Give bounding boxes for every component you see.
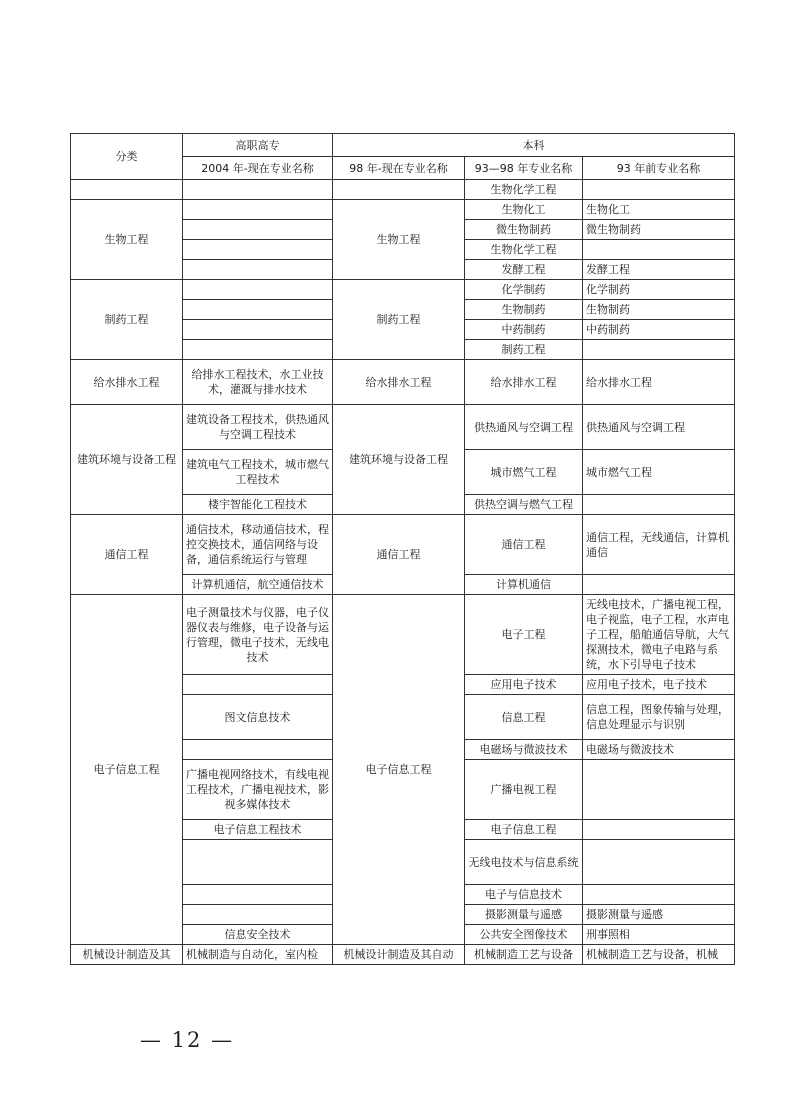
table-cell [183,300,333,320]
table-cell: 建筑设备工程技术，供热通风与空调工程技术 [183,405,333,450]
table-row [71,945,735,965]
name98-water: 给水排水工程 [333,360,465,405]
table-cell: 发酵工程 [583,260,735,280]
table-cell: 广播电视工程 [465,760,583,820]
table-cell: 电子信息工程技术 [183,820,333,840]
table-cell: 化学制药 [583,280,735,300]
table-cell [333,180,465,200]
table-cell [71,180,183,200]
table-cell: 电磁场与微波技术 [465,740,583,760]
table-cell: 计算机通信，航空通信技术 [183,575,333,595]
table-cell: 电子测量技术与仪器，电子仪器仪表与维修，电子设备与运行管理，微电子技术，无线电技术 [183,595,333,675]
table-cell [183,240,333,260]
table-cell [583,760,735,820]
table-row [71,595,735,675]
table-cell [583,575,735,595]
header-row-1 [71,134,735,157]
table-cell [183,740,333,760]
table-cell [583,840,735,885]
page-number: — 12 — [140,1028,235,1052]
header-undergrad: 本科 [333,134,735,157]
category-electronic: 电子信息工程 [71,595,183,945]
table-cell: 微生物制药 [583,220,735,240]
table-cell: 供热空调与燃气工程 [465,495,583,515]
table-cell [183,220,333,240]
table-cell: 公共安全图像技术 [465,925,583,945]
category-mech: 机械设计制造及其 [71,945,183,965]
table-cell: 给水排水工程 [583,360,735,405]
table-cell: 生物化工 [465,200,583,220]
header-category: 分类 [71,134,183,180]
major-comparison-table [70,133,735,965]
table-cell: 楼宇智能化工程技术 [183,495,333,515]
table-cell: 信息工程，图象传输与处理，信息处理显示与识别 [583,695,735,740]
name98-building: 建筑环境与设备工程 [333,405,465,515]
table-cell [183,280,333,300]
table-cell: 电磁场与微波技术 [583,740,735,760]
table-cell: 生物化学工程 [465,240,583,260]
table-cell: 化学制药 [465,280,583,300]
table-cell [183,675,333,695]
table-cell [183,905,333,925]
table-cell: 图文信息技术 [183,695,333,740]
category-telecom: 通信工程 [71,515,183,595]
category-pharma: 制药工程 [71,280,183,360]
table-cell: 通信技术，移动通信技术，程控交换技术，通信网络与设备，通信系统运行与管理 [183,515,333,575]
table-cell: 供热通风与空调工程 [583,405,735,450]
table-cell: 电子信息工程 [465,820,583,840]
category-bio: 生物工程 [71,200,183,280]
table-cell [583,180,735,200]
table-cell: 中药制药 [583,320,735,340]
table-cell: 机械制造与自动化，室内检 [183,945,333,965]
name98-bio: 生物工程 [333,200,465,280]
table-cell: 无线电技术与信息系统 [465,840,583,885]
table-cell: 信息工程 [465,695,583,740]
table-cell: 机械制造工艺与设备 [465,945,583,965]
table-cell: 计算机通信 [465,575,583,595]
table-cell [183,180,333,200]
table-cell: 应用电子技术 [465,675,583,695]
table-cell [183,340,333,360]
table-cell [583,240,735,260]
table-cell [183,320,333,340]
name98-pharma: 制药工程 [333,280,465,360]
table-cell: 城市燃气工程 [465,450,583,495]
category-water: 给水排水工程 [71,360,183,405]
header-col-vocational: 2004 年-现在专业名称 [183,157,333,180]
table-cell [583,820,735,840]
table-cell: 信息安全技术 [183,925,333,945]
table-cell: 生物化学工程 [465,180,583,200]
header-col-93-98: 93—98 年专业名称 [465,157,583,180]
table-cell: 电子工程 [465,595,583,675]
table-cell: 给排水工程技术，水工业技术，灌溉与排水技术 [183,360,333,405]
table-cell [583,885,735,905]
header-col-pre93: 93 年前专业名称 [583,157,735,180]
table-cell [583,340,735,360]
table-row [71,360,735,405]
table-row [71,200,735,220]
table-cell: 发酵工程 [465,260,583,280]
table-cell: 生物化工 [583,200,735,220]
table-cell: 通信工程 [465,515,583,575]
table-cell: 电子与信息技术 [465,885,583,905]
table-cell: 生物制药 [465,300,583,320]
table-cell: 供热通风与空调工程 [465,405,583,450]
name98-telecom: 通信工程 [333,515,465,595]
table-cell: 微生物制药 [465,220,583,240]
table-cell: 摄影测量与遥感 [465,905,583,925]
table-cell [183,260,333,280]
name98-mech: 机械设计制造及其自动 [333,945,465,965]
table-row [71,405,735,450]
table-cell: 无线电技术，广播电视工程，电子视监，电子工程，水声电子工程，船舶通信导航，大气探测技术，微电子电路与系统，水下引导电子技术 [583,595,735,675]
table-cell: 刑事照相 [583,925,735,945]
table-cell: 制药工程 [465,340,583,360]
header-vocational: 高职高专 [183,134,333,157]
category-building: 建筑环境与设备工程 [71,405,183,515]
table-cell: 生物制药 [583,300,735,320]
table-cell [183,885,333,905]
table-cell [183,200,333,220]
table-cell: 广播电视网络技术，有线电视工程技术，广播电视技术，影视多媒体技术 [183,760,333,820]
table-cell [583,495,735,515]
header-col-98: 98 年-现在专业名称 [333,157,465,180]
table-row [71,180,735,200]
name98-electronic: 电子信息工程 [333,595,465,945]
table-row [71,515,735,575]
table-cell: 中药制药 [465,320,583,340]
table-cell: 应用电子技术，电子技术 [583,675,735,695]
table-cell: 给水排水工程 [465,360,583,405]
table-cell [183,840,333,885]
table-cell: 城市燃气工程 [583,450,735,495]
table-cell: 机械制造工艺与设备，机械 [583,945,735,965]
table-cell: 建筑电气工程技术，城市燃气工程技术 [183,450,333,495]
table-row [71,280,735,300]
table-cell: 通信工程，无线通信，计算机通信 [583,515,735,575]
table-cell: 摄影测量与遥感 [583,905,735,925]
